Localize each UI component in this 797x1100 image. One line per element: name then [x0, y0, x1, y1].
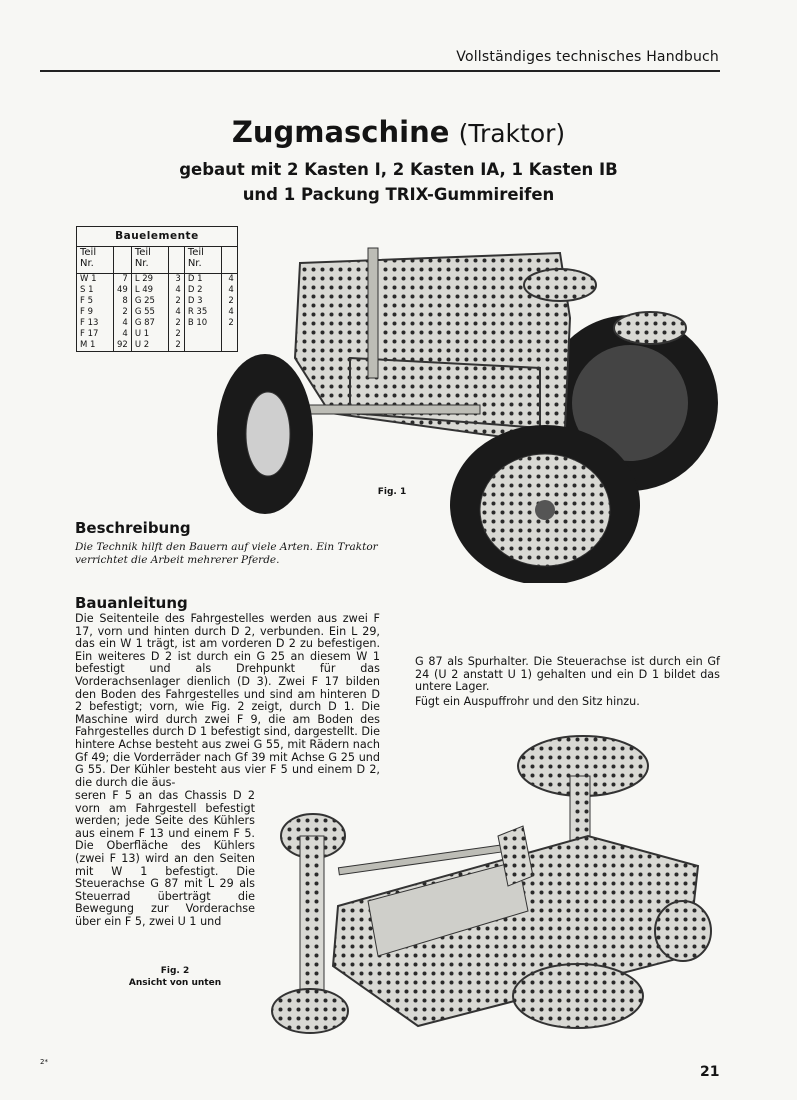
- table-cell: 4: [114, 318, 132, 329]
- table-header-cell: [168, 247, 184, 274]
- table-cell: 3: [168, 274, 184, 286]
- table-cell: 2: [114, 307, 132, 318]
- table-cell: 4: [221, 307, 237, 318]
- figure-2-caption: Ansicht von unten: [128, 978, 222, 988]
- table-cell: F 17: [77, 329, 114, 340]
- table-header-cell: [114, 247, 132, 274]
- table-cell: 2: [168, 329, 184, 340]
- table-cell: 2: [221, 296, 237, 307]
- table-cell: G 25: [131, 296, 168, 307]
- table-cell: B 10: [184, 318, 221, 329]
- table-cell: 2: [221, 318, 237, 329]
- title-main: Zugmaschine: [231, 115, 450, 149]
- figure-2-label: [120, 965, 230, 989]
- table-cell: 4: [221, 274, 237, 286]
- signature-mark: 2*: [40, 1058, 48, 1066]
- instructions-column-1: Die Seitenteile des Fahrgestelles werden aus zwei F 17, vorn und hinten durch D 2, verbunden. Ein L 29, das ein W 1 trägt, ist am vorderen D 2 zu befestigen. Ein weiteres D 2 ist durch ein G 25 an diesem W 1 befestigt und als Drehpunkt für das Vorderachsenlager dienlich (D 3). Zwei F 17 bilden den Boden des Fahrgestelles und sind am hinteren D 2 befestigt; vorn, wie Fig. 2 zeigt, durch D 1. Die Maschine wird durch zwei F 9, die am Boden des Fahrgestelles durch D 1 befestigt sind, dargestellt. Die hintere Achse besteht aus zwei G 55, mit Rädern nach Gf 49; die Vorderräder nach Gf 39 mit Achse G 25 und G 55. Der Kühler besteht aus vier F 5 und einem D 2, die durch die äus-: [75, 612, 380, 789]
- table-cell: F 5: [77, 296, 114, 307]
- table-cell: S 1: [77, 285, 114, 296]
- instructions-column-1-narrow: seren F 5 an das Chassis D 2 vorn am Fahrgestell befestigt werden; jede Seite des Kühlers aus einem F 13 und einem F 5. Die Oberfläche des Kühlers (zwei F 13) wird an den Seiten mit W 1 befestigt. Die Steuerachse G 87 mit L 29 als Steuerrad überträgt die Bewegung zur Vorderachse über ein F 5, zwei U 1 und: [75, 789, 255, 928]
- figure-1-label: Fig. 1: [377, 487, 407, 497]
- subtitle-line-2: und 1 Packung TRIX-Gummireifen: [242, 185, 555, 204]
- parts-table-caption: Bauelemente: [77, 227, 238, 247]
- table-cell: D 2: [184, 285, 221, 296]
- table-cell: 4: [168, 285, 184, 296]
- table-cell: 7: [114, 274, 132, 286]
- table-cell: 8: [114, 296, 132, 307]
- table-cell: 4: [114, 329, 132, 340]
- table-cell: L 29: [131, 274, 168, 286]
- table-header-cell: Teil Nr.: [131, 247, 168, 274]
- table-cell: M 1: [77, 340, 114, 352]
- table-cell: F 13: [77, 318, 114, 329]
- table-cell: 2: [168, 296, 184, 307]
- table-cell: 2: [168, 318, 184, 329]
- instructions-paragraph: Fügt ein Auspuffrohr und den Sitz hinzu.: [415, 694, 640, 708]
- table-cell: U 2: [131, 340, 168, 352]
- table-cell: 2: [168, 340, 184, 352]
- bauanleitung-heading: Bauanleitung: [75, 594, 188, 612]
- header-rule: [40, 70, 720, 72]
- instructions-column-2: [415, 656, 720, 708]
- beschreibung-text: Die Technik hilft den Bauern auf viele Arten. Ein Traktor verrichtet die Arbeit mehrerer Pferde.: [75, 541, 378, 566]
- tractor-photo: [210, 238, 730, 583]
- page-number: 21: [700, 1064, 720, 1080]
- table-cell: 4: [221, 285, 237, 296]
- beschreibung-heading: Beschreibung: [75, 519, 191, 537]
- page-title: [0, 115, 797, 149]
- table-cell: G 87: [131, 318, 168, 329]
- instructions-paragraph: G 87 als Spurhalter. Die Steuerachse ist durch ein Gf 24 (U 2 anstatt U 1) gehalten und ein D 1 bildet das untere Lager.: [415, 655, 720, 694]
- table-header-cell: Teil Nr.: [184, 247, 221, 274]
- table-cell: R 35: [184, 307, 221, 318]
- table-cell: 4: [168, 307, 184, 318]
- subtitle-line-1: gebaut mit 2 Kasten I, 2 Kasten IA, 1 Kasten IB: [179, 160, 618, 179]
- figure-2-number: Fig. 2: [160, 966, 190, 976]
- running-header: Vollständiges technisches Handbuch: [456, 49, 719, 65]
- table-cell: F 9: [77, 307, 114, 318]
- table-cell: 49: [114, 285, 132, 296]
- table-header-cell: Teil Nr.: [77, 247, 114, 274]
- table-cell: D 3: [184, 296, 221, 307]
- table-cell: W 1: [77, 274, 114, 286]
- table-cell: 92: [114, 340, 132, 352]
- title-sub: (Traktor): [458, 119, 566, 148]
- table-cell: G 55: [131, 307, 168, 318]
- chassis-underside-photo: [258, 726, 720, 1038]
- table-cell: D 1: [184, 274, 221, 286]
- table-cell: L 49: [131, 285, 168, 296]
- table-cell: U 1: [131, 329, 168, 340]
